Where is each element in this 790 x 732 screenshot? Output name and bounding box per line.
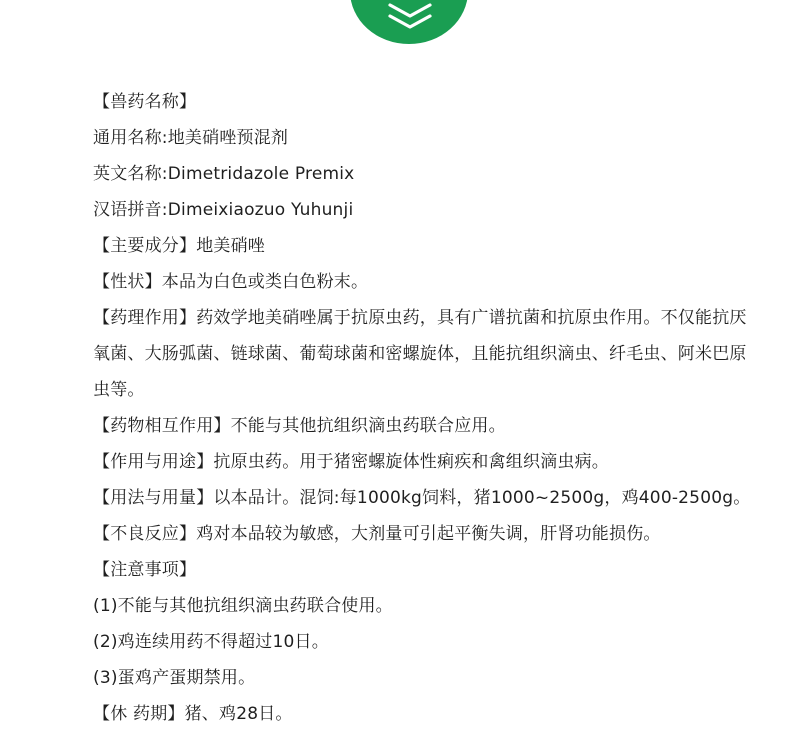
double-chevron-down-icon <box>387 2 433 32</box>
english-name: 英文名称:Dimetridazole Premix <box>93 164 355 184</box>
header-badge <box>350 0 468 44</box>
product-description <box>93 84 753 732</box>
precautions-heading: 【注意事项】 <box>93 560 197 580</box>
name-heading: 【兽药名称】 <box>93 92 197 112</box>
properties: 【性状】本品为白色或类白色粉末。 <box>93 272 369 292</box>
common-name: 通用名称:地美硝唑预混剂 <box>93 128 289 148</box>
pinyin-name: 汉语拼音:Dimeixiaozuo Yuhunji <box>93 200 354 220</box>
precaution-item: (1)不能与其他抗组织滴虫药联合使用。 <box>93 596 393 616</box>
uses: 【作用与用途】抗原虫药。用于猪密螺旋体性痢疾和禽组织滴虫病。 <box>93 452 609 472</box>
precaution-item: (3)蛋鸡产蛋期禁用。 <box>93 668 256 688</box>
adverse-reactions: 【不良反应】鸡对本品较为敏感，大剂量可引起平衡失调，肝肾功能损伤。 <box>93 524 661 544</box>
withdrawal-period: 【休 药期】猪、鸡28日。 <box>93 704 293 724</box>
main-ingredient: 【主要成分】地美硝唑 <box>93 236 265 256</box>
precaution-item: (2)鸡连续用药不得超过10日。 <box>93 632 329 652</box>
pharmacology: 【药理作用】药效学地美硝唑属于抗原虫药，具有广谱抗菌和抗原虫作用。不仅能抗厌氧菌、大肠弧菌、链球菌、葡萄球菌和密螺旋体，且能抗组织滴虫、纤毛虫、阿米巴原虫等。 <box>93 308 747 400</box>
interactions: 【药物相互作用】不能与其他抗组织滴虫药联合应用。 <box>93 416 506 436</box>
dosage: 【用法与用量】以本品计。混饲:每1000kg饲料，猪1000~2500g，鸡400-2500g。 <box>93 488 751 508</box>
